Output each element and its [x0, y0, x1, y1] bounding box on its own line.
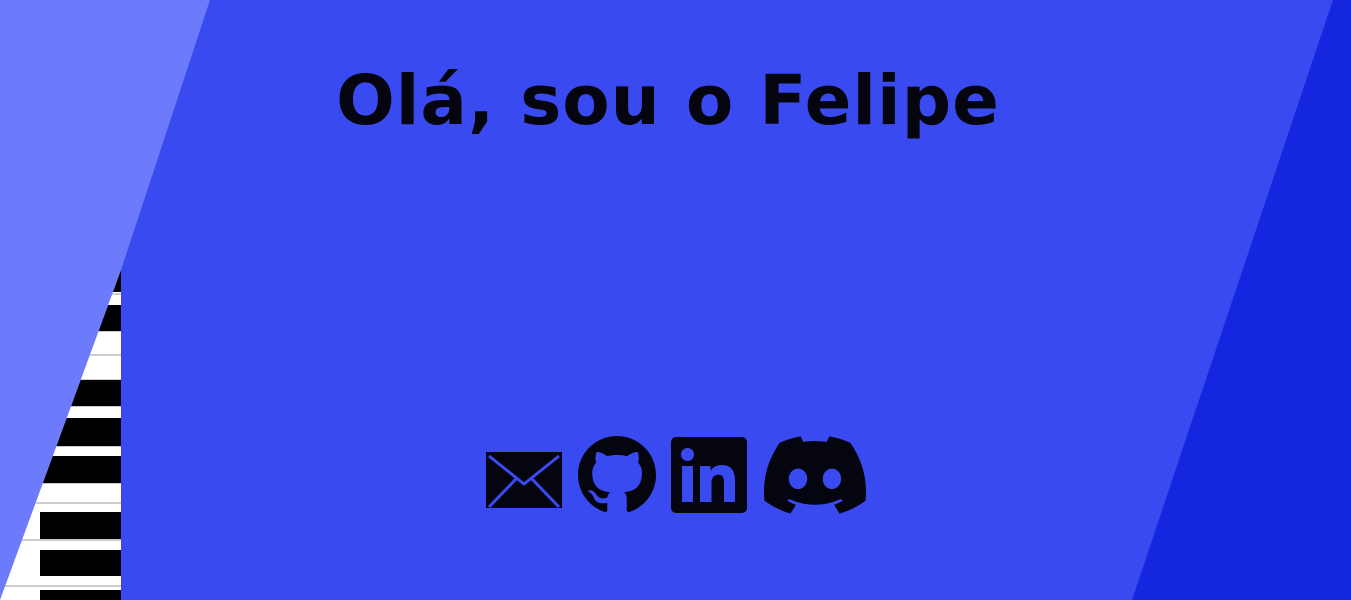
discord-link[interactable] — [764, 436, 866, 514]
github-link[interactable] — [578, 436, 656, 514]
page-title: Olá, sou o Felipe — [336, 61, 1000, 141]
envelope-icon — [484, 442, 564, 508]
linkedin-link[interactable] — [670, 436, 748, 514]
social-links — [484, 434, 866, 516]
email-link[interactable] — [484, 442, 564, 508]
discord-icon — [764, 436, 866, 514]
linkedin-icon — [670, 436, 748, 514]
github-icon — [578, 436, 656, 514]
